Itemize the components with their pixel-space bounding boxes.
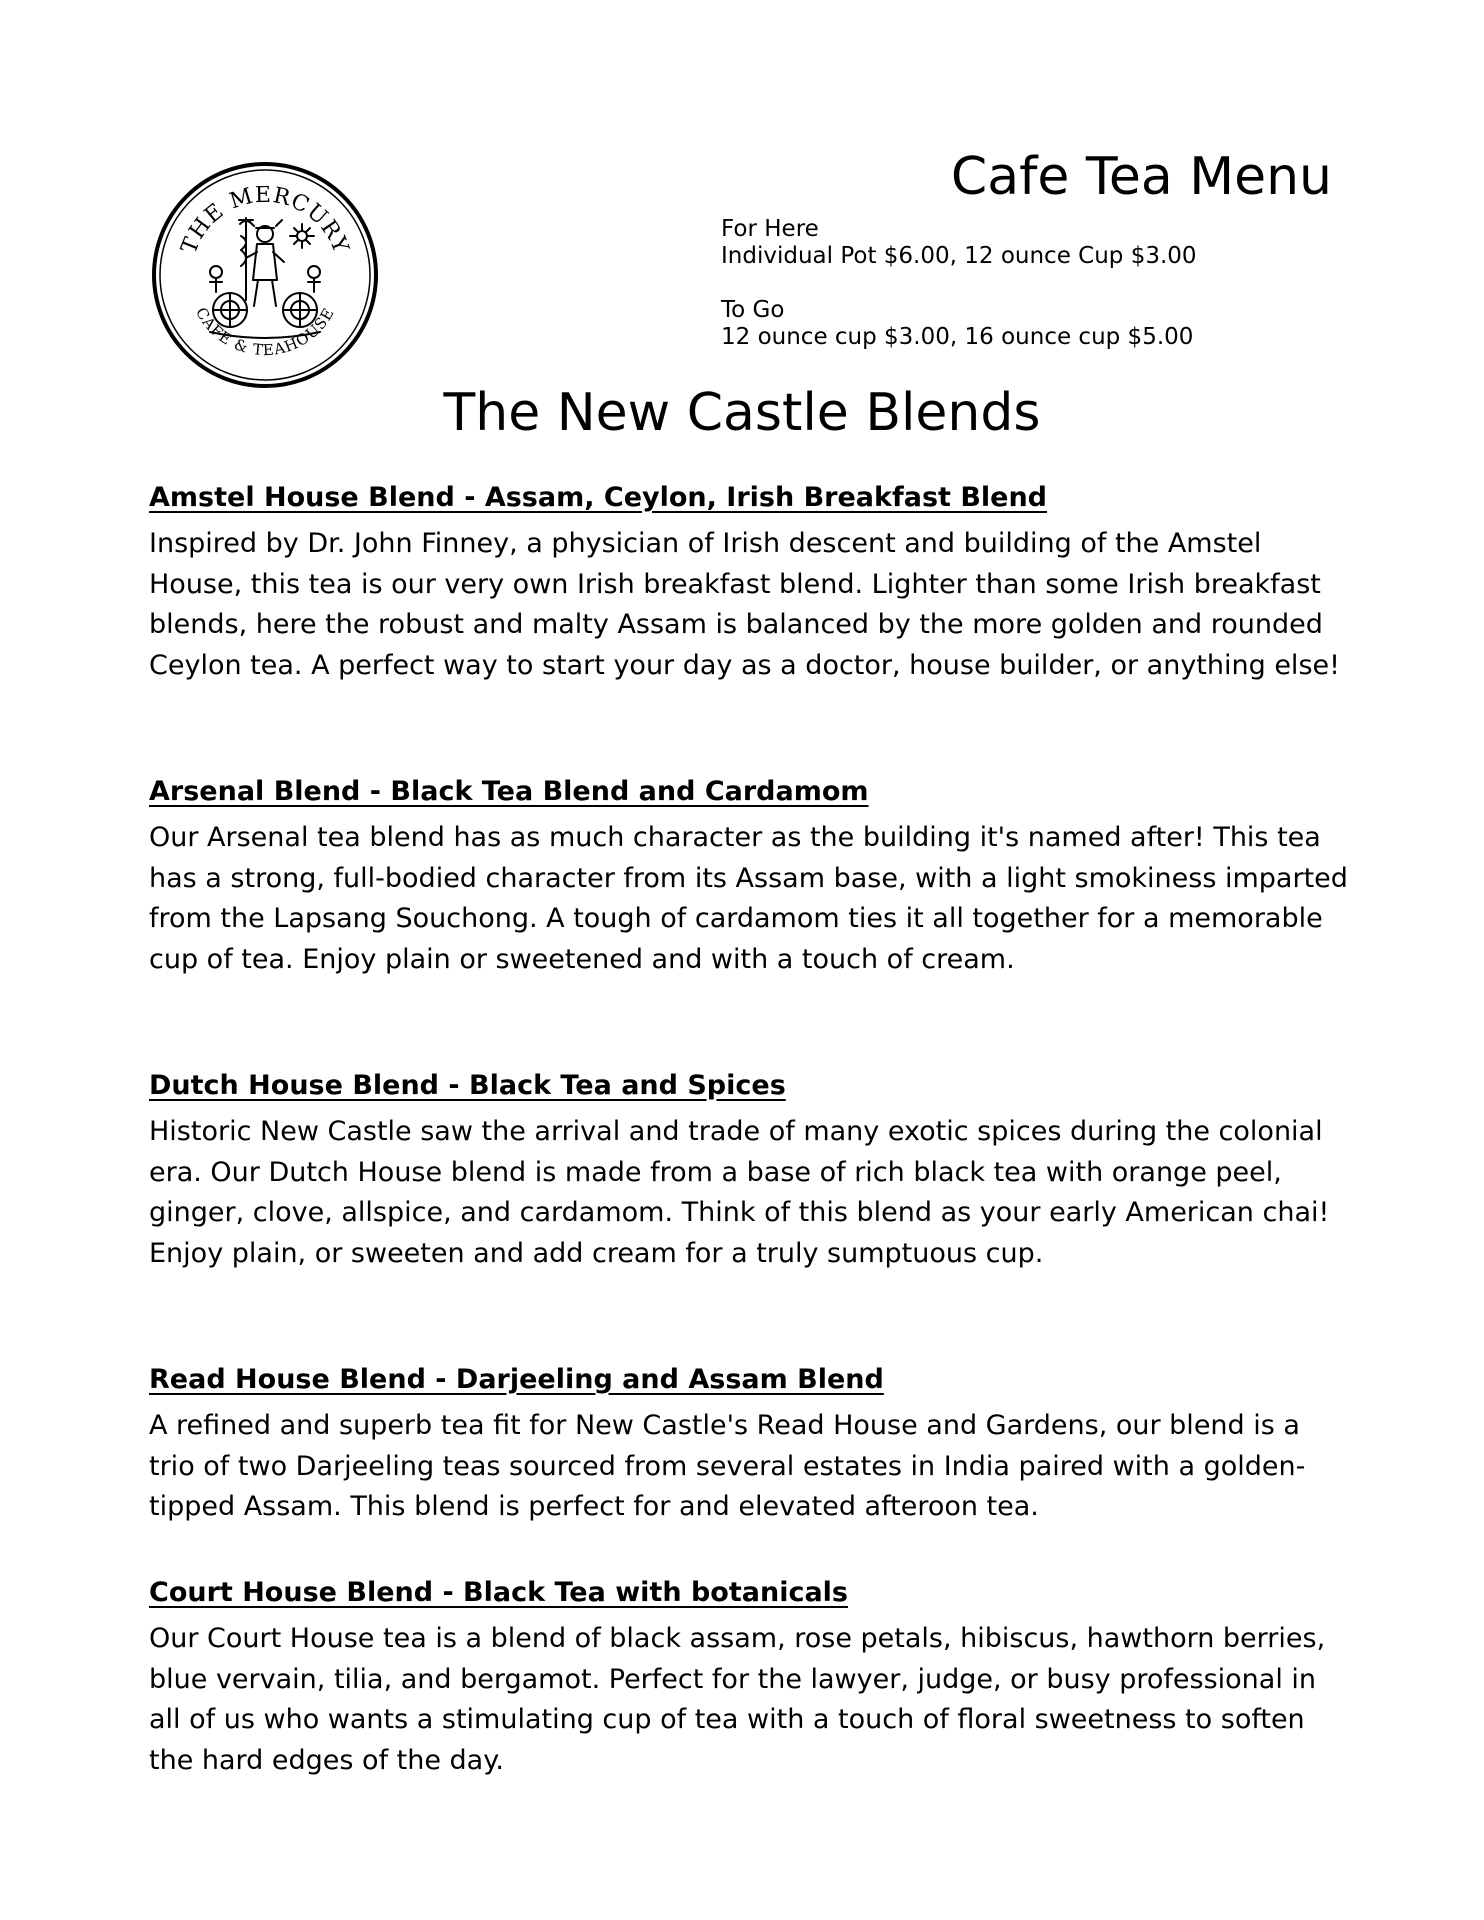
blend-item-court-house bbox=[149, 1573, 1349, 1781]
menu-title: Cafe Tea Menu bbox=[950, 147, 1332, 207]
for-here-label: For Here bbox=[721, 216, 819, 242]
mercury-logo bbox=[150, 160, 380, 390]
blend-description: Our Arsenal tea blend has as much character as the building it's named after! This tea has a strong, full-bodied character from its Assam base, with a light smokiness imparted from the Lapsang Souchong. A tough of cardamom ties it all together for a memorable cup of tea. Enjoy plain or sweetened and with a touch of cream. bbox=[149, 822, 1348, 975]
blend-item-arsenal bbox=[149, 772, 1349, 1066]
blend-name: Arsenal Blend - Black Tea Blend and Cardamom bbox=[149, 776, 869, 807]
to-go-pricing bbox=[721, 297, 1361, 351]
blend-item-amstel-house bbox=[149, 478, 1349, 772]
to-go-prices: 12 ounce cup $3.00, 16 ounce cup $5.00 bbox=[721, 324, 1194, 350]
blend-description: Our Court House tea is a blend of black assam, rose petals, hibiscus, hawthorn berries, blue vervain, tilia, and bergamot. Perfect for the lawyer, judge, or busy professional in all of us who wants a stimulating cup of tea with a touch of floral sweetness to soften the hard edges of the day. bbox=[149, 1623, 1326, 1776]
section-title: The New Castle Blends bbox=[443, 383, 1041, 443]
blend-name: Dutch House Blend - Black Tea and Spices bbox=[149, 1070, 786, 1101]
blend-item-dutch-house bbox=[149, 1066, 1349, 1360]
blend-name: Court House Blend - Black Tea with botanicals bbox=[149, 1577, 848, 1608]
blend-list bbox=[149, 478, 1349, 1781]
blend-name: Read House Blend - Darjeeling and Assam Blend bbox=[149, 1364, 884, 1395]
pricing-info bbox=[721, 216, 1361, 378]
logo-bottom-text: CAFE & TEAHOUSE bbox=[191, 304, 339, 360]
for-here-pricing bbox=[721, 216, 1361, 270]
blend-name: Amstel House Blend - Assam, Ceylon, Irish Breakfast Blend bbox=[149, 482, 1048, 513]
to-go-label: To Go bbox=[721, 297, 785, 323]
logo-top-text: THE MERCURY bbox=[176, 182, 354, 258]
mercury-seal-icon bbox=[150, 160, 380, 390]
for-here-prices: Individual Pot $6.00, 12 ounce Cup $3.00 bbox=[721, 243, 1197, 269]
svg-text:THE MERCURY bbox=[177, 183, 354, 257]
blend-description: Historic New Castle saw the arrival and trade of many exotic spices during the colonial era. Our Dutch House blend is made from a base of rich black tea with orange peel, ginger, clove, allspice, and cardamom. Think of this blend as your early American chai! Enjoy plain, or sweeten and add cream for a truly sumptuous cup. bbox=[149, 1116, 1330, 1269]
blend-description: A refined and superb tea fit for New Castle's Read House and Gardens, our blend is a trio of two Darjeeling teas sourced from several estates in India paired with a golden-tipped Assam. This blend is perfect for and elevated afteroon tea. bbox=[149, 1410, 1306, 1522]
blend-description: Inspired by Dr. John Finney, a physician of Irish descent and building of the Amstel House, this tea is our very own Irish breakfast blend. Lighter than some Irish breakfast blends, here the robust and malty Assam is balanced by the more golden and rounded Ceylon tea. A perfect way to start your day as a doctor, house builder, or anything else! bbox=[149, 528, 1340, 681]
blend-item-read-house bbox=[149, 1360, 1349, 1573]
